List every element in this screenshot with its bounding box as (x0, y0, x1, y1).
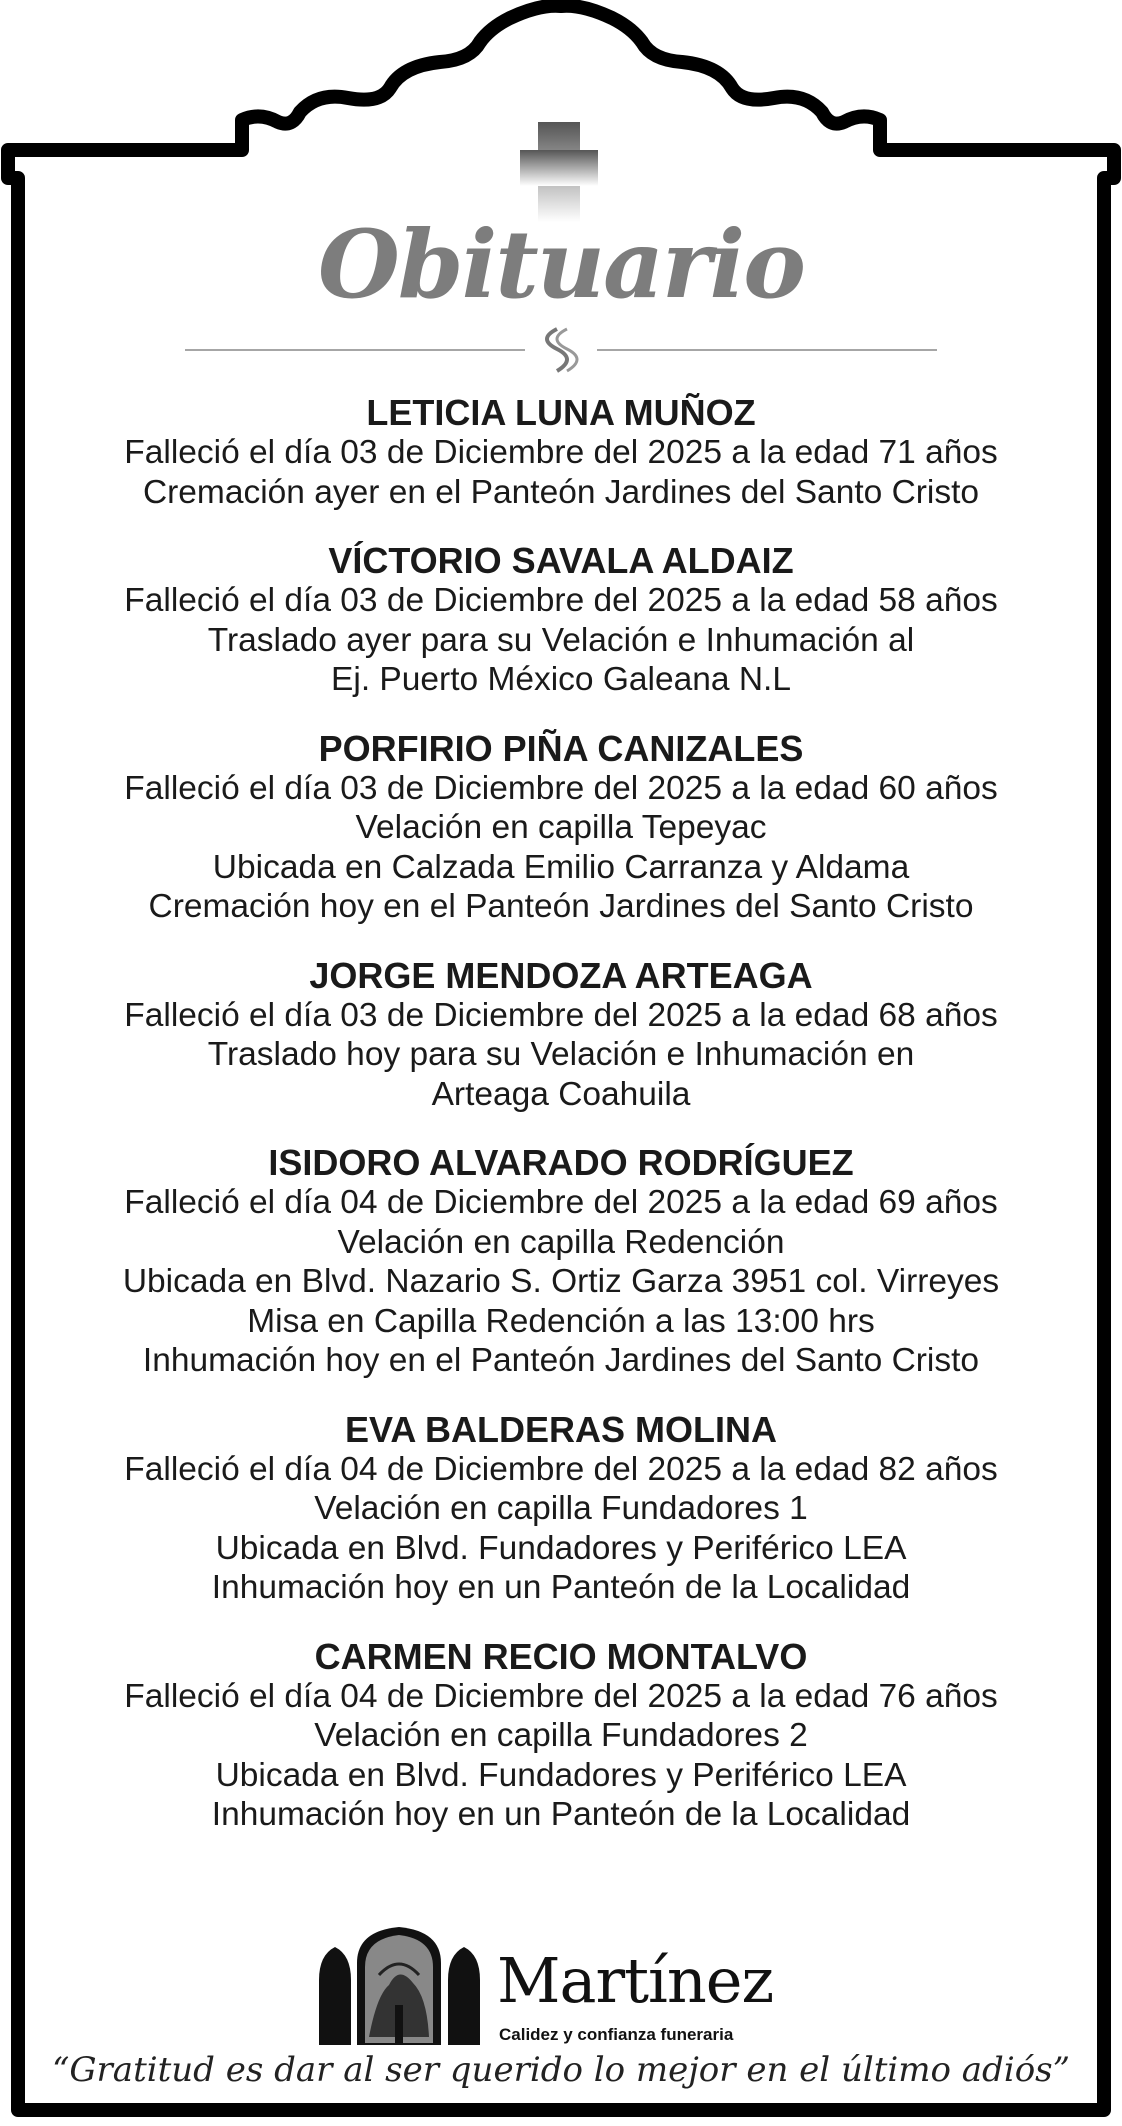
entry-line: Falleció el día 03 de Diciembre del 2025 a la edad 68 años (124, 996, 998, 1034)
deceased-name: ISIDORO ALVARADO RODRÍGUEZ (268, 1142, 854, 1183)
deceased-name: EVA BALDERAS MOLINA (345, 1408, 777, 1450)
entry-line: Velación en capilla Tepeyac (355, 809, 767, 846)
motto-text: “Gratitud es dar al ser querido lo mejor en el último adiós” (52, 2050, 1070, 2090)
entry-line: Velación en capilla Fundadores 1 (314, 1490, 808, 1527)
entry-line: Ubicada en Blvd. Fundadores y Periférico LEA (215, 1529, 907, 1567)
deceased-name: CARMEN RECIO MONTALVO (314, 1635, 808, 1677)
entry-line: Cremación ayer en el Panteón Jardines del Santo Cristo (142, 473, 980, 511)
funeral-home-name: Martínez (497, 1944, 774, 2017)
divider-ornament (185, 325, 937, 375)
deceased-name: JORGE MENDOZA ARTEAGA (309, 954, 813, 996)
entry-line: Ubicada en Blvd. Fundadores y Periférico LEA (215, 1756, 907, 1794)
entry-line: Falleció el día 04 de Diciembre del 2025 a la edad 82 años (124, 1450, 998, 1488)
entry-line: Falleció el día 03 de Diciembre del 2025 a la edad 71 años (124, 434, 998, 471)
entry-line: Ubicada en Blvd. Nazario S. Ortiz Garza 3951 col. Virreyes (122, 1263, 1000, 1300)
cross-icon (520, 122, 598, 222)
entry-line: Velación en capilla Fundadores 2 (314, 1717, 808, 1754)
deceased-name: LETICIA LUNA MUÑOZ (366, 392, 756, 433)
entry-line: Arteaga Coahuila (431, 1075, 691, 1113)
deceased-name: VÍCTORIO SAVALA ALDAIZ (328, 540, 794, 581)
entry-line: Inhumación hoy en un Panteón de la Localidad (211, 1569, 911, 1606)
obituary-list (60, 392, 1062, 1863)
entry-line: Inhumación hoy en el Panteón Jardines del Santo Cristo (142, 1342, 980, 1379)
entry-line: Misa en Capilla Redención a las 13:00 hrs (247, 1302, 875, 1340)
entry-line: Falleció el día 03 de Diciembre del 2025 a la edad 60 años (124, 769, 998, 807)
deceased-name: PORFIRIO PIÑA CANIZALES (318, 727, 804, 769)
funeral-home-tagline: Calidez y confianza funeraria (499, 2025, 734, 2044)
page-title: Obituario (318, 210, 804, 320)
obituary-entry (60, 1142, 1062, 1381)
obituary-entry (60, 1636, 1062, 1835)
entry-line: Inhumación hoy en un Panteón de la Localidad (211, 1796, 911, 1833)
entry-line: Cremación hoy en el Panteón Jardines del Santo Cristo (148, 888, 974, 925)
obituary-entry (60, 392, 1062, 512)
entry-line: Traslado ayer para su Velación e Inhumación al (207, 621, 915, 659)
obituary-entry (60, 728, 1062, 927)
entry-line: Falleció el día 04 de Diciembre del 2025 a la edad 69 años (124, 1184, 998, 1221)
entry-line: Ej. Puerto México Galeana N.L (331, 661, 791, 698)
entry-line: Velación en capilla Redención (337, 1223, 785, 1261)
obituary-entry (60, 540, 1062, 700)
funeral-home-logo-icon (317, 1925, 482, 2045)
obituary-entry (60, 955, 1062, 1115)
entry-line: Falleció el día 04 de Diciembre del 2025 a la edad 76 años (124, 1677, 998, 1715)
entry-line: Traslado hoy para su Velación e Inhumación en (207, 1036, 915, 1073)
entry-line: Ubicada en Calzada Emilio Carranza y Aldama (212, 848, 910, 886)
entry-line: Falleció el día 03 de Diciembre del 2025 a la edad 58 años (124, 582, 998, 619)
obituary-entry (60, 1409, 1062, 1608)
